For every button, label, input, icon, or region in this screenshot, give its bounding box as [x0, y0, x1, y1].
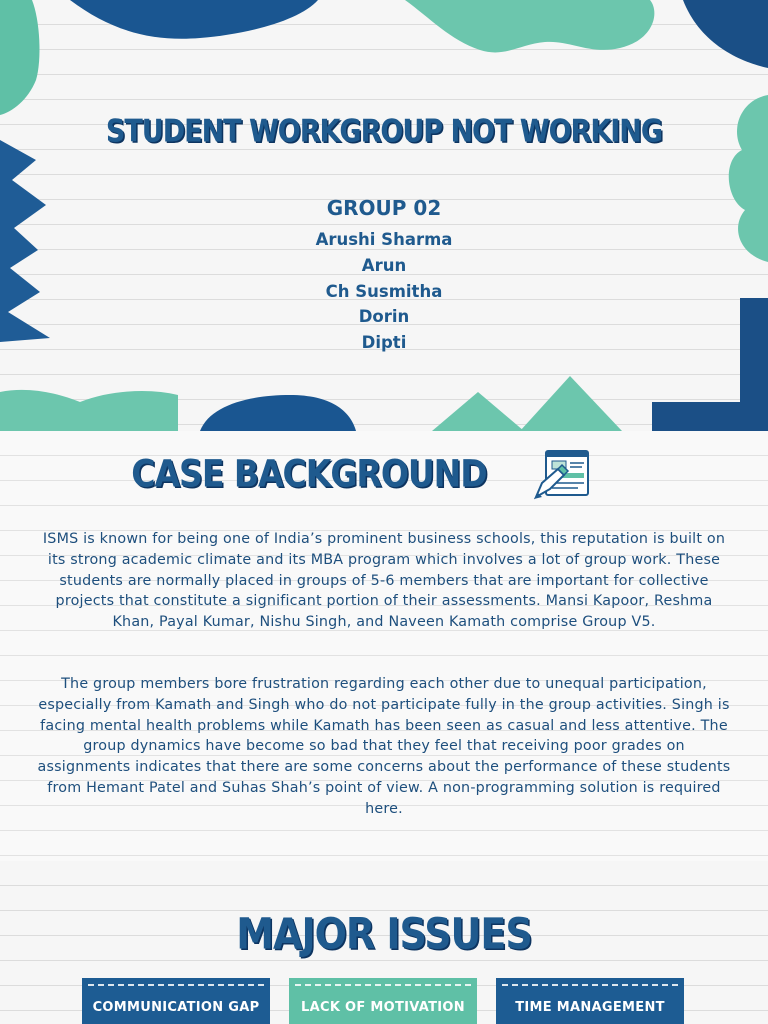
- issue-card-communication-gap: [82, 978, 270, 1024]
- issue-label: LACK OF MOTIVATION: [301, 1000, 465, 1015]
- member-list: [0, 227, 768, 356]
- title-slide: [0, 0, 768, 431]
- group-label: GROUP 02: [326, 196, 442, 220]
- member-name: Dorin: [358, 307, 410, 327]
- member-name: Arushi Sharma: [315, 230, 453, 249]
- page-title: STUDENT WORKGROUP NOT WORKING: [105, 113, 663, 150]
- case-paragraph-1: ISMS is known for being one of India’s prominent business schools, this reputation is built on its strong academic climate and its MBA program which involves a lot of group work. These students are normally placed in groups of 5-6 members that are important for collective projects that constitute a significant portion of their assessments. Mansi Kapoor, Reshma Khan, Payal Kumar, Nishu Singh, and Naveen Kamath comprise Group V5.: [42, 531, 726, 631]
- issue-card-lack-of-motivation: [289, 978, 477, 1024]
- issue-card-time-management: [496, 978, 684, 1024]
- case-paragraph-2: The group members bore frustration regarding each other due to unequal participation, especially from Kamath and Singh who do not participate fully in the group activities. Singh is facing mental health problems while Kamath has been seen as casual and less attentive. The group dynamics have become so bad that they feel that receiving poor grades on assignments indicates that there are some concerns about the performance of these students from Hemant Patel and Suhas Shah’s point of view. A non-programming solution is required here.: [37, 676, 731, 817]
- member-name: Arun: [361, 255, 407, 275]
- issue-label: COMMUNICATION GAP: [92, 1000, 260, 1015]
- issue-label: TIME MANAGEMENT: [515, 1000, 665, 1015]
- tablet-stylus-icon: [532, 449, 592, 501]
- member-name: Ch Susmitha: [325, 281, 443, 301]
- section-title-case-background: CASE BACKGROUND: [131, 451, 487, 496]
- section-title-major-issues: MAJOR ISSUES: [236, 909, 532, 959]
- member-name: Dipti: [361, 333, 407, 353]
